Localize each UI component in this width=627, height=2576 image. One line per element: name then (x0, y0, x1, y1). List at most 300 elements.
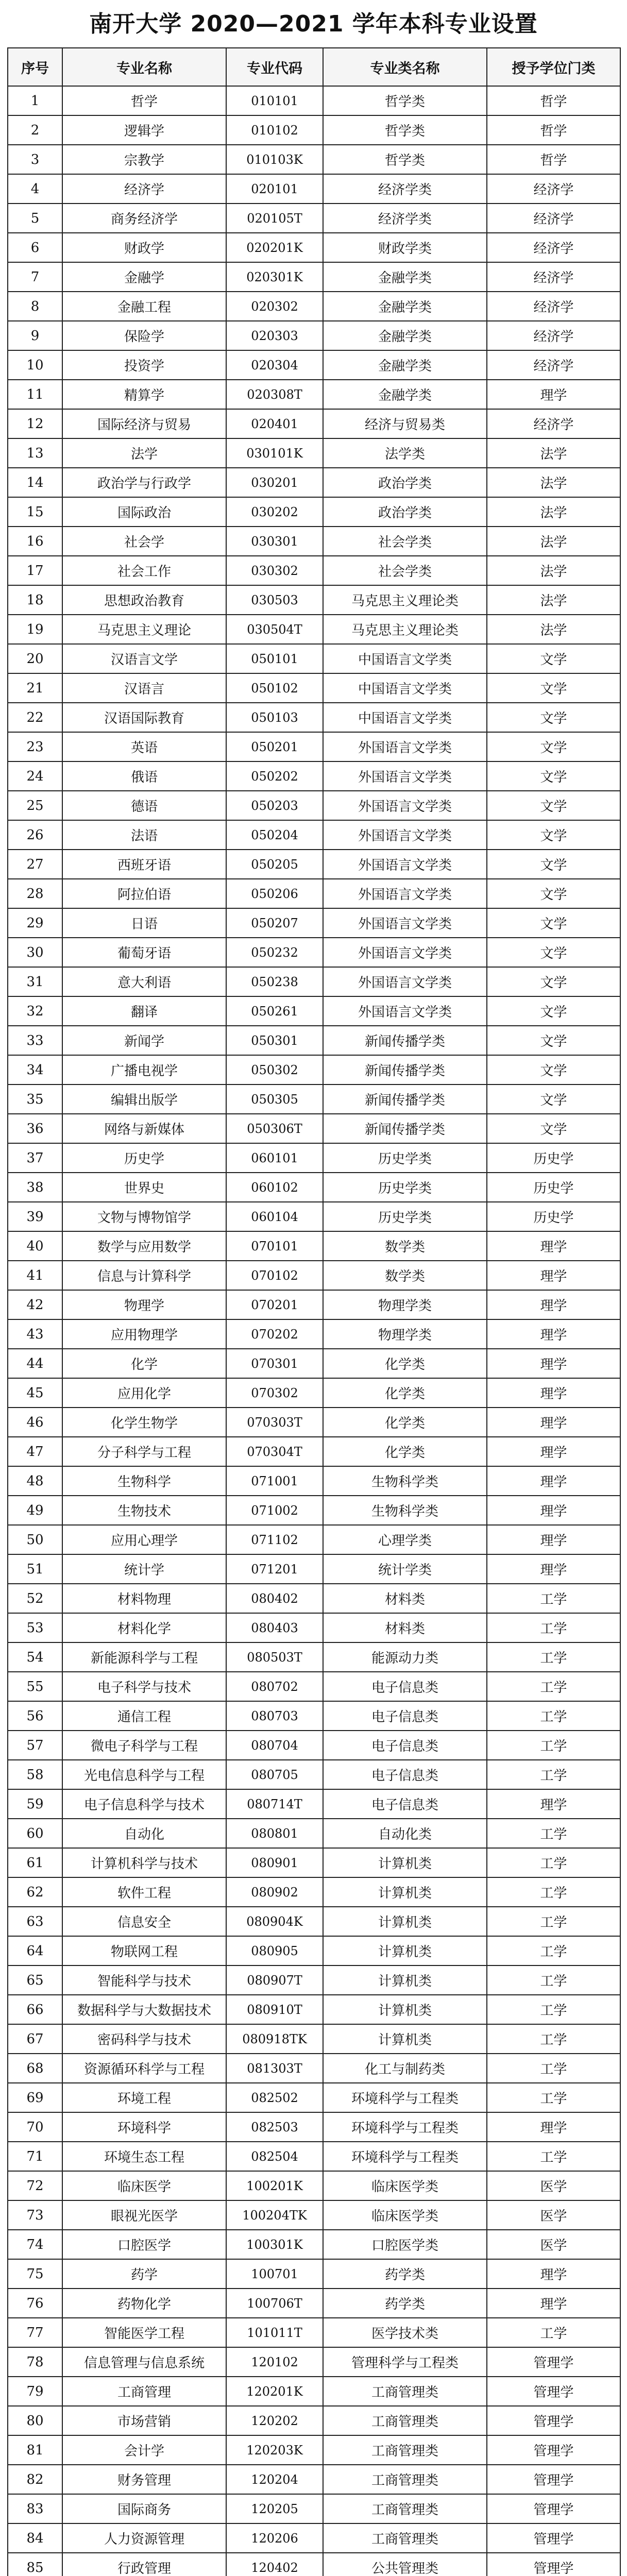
major-code-cell: 120204 (226, 2465, 323, 2494)
major-category-cell: 材料类 (323, 1613, 487, 1642)
major-category-cell: 计算机类 (323, 1907, 487, 1936)
degree-type-cell: 文学 (487, 1114, 620, 1143)
serial-number-cell: 57 (8, 1731, 62, 1760)
major-category-cell: 化学类 (323, 1437, 487, 1466)
major-name-cell: 社会学 (62, 527, 226, 556)
header-major-name: 专业名称 (62, 48, 226, 86)
degree-type-cell: 管理学 (487, 2553, 620, 2576)
major-name-cell: 阿拉伯语 (62, 879, 226, 908)
serial-number-cell: 4 (8, 174, 62, 204)
serial-number-cell: 71 (8, 2142, 62, 2171)
major-code-cell: 071201 (226, 1554, 323, 1584)
degree-type-cell: 法学 (487, 497, 620, 527)
major-code-cell: 050101 (226, 644, 323, 673)
major-category-cell: 政治学类 (323, 468, 487, 497)
major-category-cell: 电子信息类 (323, 1672, 487, 1701)
major-name-cell: 马克思主义理论 (62, 615, 226, 644)
header-major-code: 专业代码 (226, 48, 323, 86)
major-name-cell: 材料化学 (62, 1613, 226, 1642)
serial-number-cell: 10 (8, 350, 62, 380)
table-row (8, 2142, 620, 2171)
major-name-cell: 汉语言 (62, 673, 226, 703)
major-code-cell: 080704 (226, 1731, 323, 1760)
major-name-cell: 思想政治教育 (62, 585, 226, 615)
serial-number-cell: 73 (8, 2200, 62, 2230)
serial-number-cell: 28 (8, 879, 62, 908)
major-name-cell: 光电信息科学与工程 (62, 1760, 226, 1789)
degree-type-cell: 管理学 (487, 2347, 620, 2377)
table-row (8, 673, 620, 703)
degree-type-cell: 工学 (487, 1819, 620, 1848)
major-category-cell: 经济学类 (323, 204, 487, 233)
major-category-cell: 新闻传播学类 (323, 1114, 487, 1143)
major-category-cell: 中国语言文学类 (323, 673, 487, 703)
major-category-cell: 计算机类 (323, 1848, 487, 1877)
major-category-cell: 医学技术类 (323, 2318, 487, 2347)
serial-number-cell: 63 (8, 1907, 62, 1936)
degree-type-cell: 工学 (487, 1731, 620, 1760)
major-name-cell: 精算学 (62, 380, 226, 409)
major-category-cell: 历史学类 (323, 1173, 487, 1202)
major-code-cell: 050204 (226, 820, 323, 850)
major-name-cell: 信息管理与信息系统 (62, 2347, 226, 2377)
degree-type-cell: 文学 (487, 1055, 620, 1084)
serial-number-cell: 67 (8, 2024, 62, 2054)
table-row (8, 1701, 620, 1731)
major-name-cell: 智能医学工程 (62, 2318, 226, 2347)
degree-type-cell: 理学 (487, 1349, 620, 1378)
serial-number-cell: 83 (8, 2494, 62, 2523)
major-name-cell: 软件工程 (62, 1877, 226, 1907)
major-category-cell: 数学类 (323, 1261, 487, 1290)
major-code-cell: 100201K (226, 2171, 323, 2200)
major-code-cell: 082504 (226, 2142, 323, 2171)
major-name-cell: 分子科学与工程 (62, 1437, 226, 1466)
major-code-cell: 080910T (226, 1995, 323, 2024)
serial-number-cell: 23 (8, 732, 62, 761)
serial-number-cell: 29 (8, 908, 62, 938)
degree-type-cell: 工学 (487, 1848, 620, 1877)
serial-number-cell: 22 (8, 703, 62, 732)
serial-number-cell: 42 (8, 1290, 62, 1319)
major-code-cell: 050103 (226, 703, 323, 732)
major-category-cell: 公共管理类 (323, 2553, 487, 2576)
table-row (8, 1290, 620, 1319)
serial-number-cell: 56 (8, 1701, 62, 1731)
major-code-cell: 070202 (226, 1319, 323, 1349)
degree-type-cell: 理学 (487, 1378, 620, 1408)
serial-number-cell: 66 (8, 1995, 62, 2024)
serial-number-cell: 44 (8, 1349, 62, 1378)
degree-type-cell: 管理学 (487, 2406, 620, 2435)
table-row (8, 321, 620, 350)
major-name-cell: 广播电视学 (62, 1055, 226, 1084)
major-category-cell: 电子信息类 (323, 1789, 487, 1819)
major-name-cell: 药物化学 (62, 2289, 226, 2318)
degree-type-cell: 哲学 (487, 86, 620, 115)
degree-type-cell: 工学 (487, 2083, 620, 2112)
degree-type-cell: 文学 (487, 1026, 620, 1055)
serial-number-cell: 74 (8, 2230, 62, 2259)
serial-number-cell: 65 (8, 1965, 62, 1995)
major-name-cell: 化学生物学 (62, 1408, 226, 1437)
serial-number-cell: 30 (8, 938, 62, 967)
table-row (8, 2347, 620, 2377)
major-category-cell: 外国语言文学类 (323, 732, 487, 761)
serial-number-cell: 21 (8, 673, 62, 703)
major-category-cell: 外国语言文学类 (323, 820, 487, 850)
major-code-cell: 100204TK (226, 2200, 323, 2230)
major-code-cell: 030301 (226, 527, 323, 556)
serial-number-cell: 61 (8, 1848, 62, 1877)
degree-type-cell: 历史学 (487, 1173, 620, 1202)
major-code-cell: 020201K (226, 233, 323, 262)
table-row (8, 409, 620, 438)
serial-number-cell: 39 (8, 1202, 62, 1231)
table-row (8, 1084, 620, 1114)
major-name-cell: 金融学 (62, 262, 226, 292)
degree-type-cell: 文学 (487, 761, 620, 791)
table-row (8, 2200, 620, 2230)
major-name-cell: 资源循环科学与工程 (62, 2054, 226, 2083)
serial-number-cell: 81 (8, 2435, 62, 2465)
major-name-cell: 通信工程 (62, 1701, 226, 1731)
degree-type-cell: 经济学 (487, 204, 620, 233)
serial-number-cell: 52 (8, 1584, 62, 1613)
major-name-cell: 临床医学 (62, 2171, 226, 2200)
major-name-cell: 经济学 (62, 174, 226, 204)
degree-type-cell: 工学 (487, 1584, 620, 1613)
major-name-cell: 人力资源管理 (62, 2523, 226, 2553)
major-category-cell: 哲学类 (323, 115, 487, 145)
major-category-cell: 马克思主义理论类 (323, 615, 487, 644)
major-name-cell: 财政学 (62, 233, 226, 262)
major-category-cell: 心理学类 (323, 1525, 487, 1554)
majors-table (7, 47, 621, 2576)
serial-number-cell: 84 (8, 2523, 62, 2553)
serial-number-cell: 75 (8, 2259, 62, 2289)
major-code-cell: 070101 (226, 1231, 323, 1261)
serial-number-cell: 17 (8, 556, 62, 585)
major-code-cell: 050238 (226, 967, 323, 996)
table-row (8, 2377, 620, 2406)
table-row (8, 262, 620, 292)
serial-number-cell: 76 (8, 2289, 62, 2318)
table-row (8, 879, 620, 908)
serial-number-cell: 34 (8, 1055, 62, 1084)
degree-type-cell: 经济学 (487, 262, 620, 292)
major-code-cell: 080705 (226, 1760, 323, 1789)
major-category-cell: 计算机类 (323, 2024, 487, 2054)
major-code-cell: 050207 (226, 908, 323, 938)
major-category-cell: 经济与贸易类 (323, 409, 487, 438)
table-row (8, 1055, 620, 1084)
degree-type-cell: 理学 (487, 1261, 620, 1290)
major-code-cell: 080918TK (226, 2024, 323, 2054)
major-category-cell: 新闻传播学类 (323, 1084, 487, 1114)
major-category-cell: 历史学类 (323, 1143, 487, 1173)
serial-number-cell: 80 (8, 2406, 62, 2435)
major-category-cell: 历史学类 (323, 1202, 487, 1231)
major-name-cell: 西班牙语 (62, 850, 226, 879)
major-name-cell: 葡萄牙语 (62, 938, 226, 967)
table-row (8, 1819, 620, 1848)
degree-type-cell: 经济学 (487, 350, 620, 380)
serial-number-cell: 62 (8, 1877, 62, 1907)
major-code-cell: 050306T (226, 1114, 323, 1143)
table-row (8, 1173, 620, 1202)
table-row (8, 2494, 620, 2523)
major-category-cell: 化学类 (323, 1349, 487, 1378)
table-row (8, 908, 620, 938)
major-code-cell: 050301 (226, 1026, 323, 1055)
table-row (8, 791, 620, 820)
major-name-cell: 金融工程 (62, 292, 226, 321)
table-row (8, 115, 620, 145)
major-name-cell: 新能源科学与工程 (62, 1642, 226, 1672)
major-name-cell: 生物技术 (62, 1496, 226, 1525)
serial-number-cell: 16 (8, 527, 62, 556)
major-category-cell: 计算机类 (323, 1995, 487, 2024)
major-code-cell: 030202 (226, 497, 323, 527)
major-name-cell: 信息安全 (62, 1907, 226, 1936)
table-row (8, 2523, 620, 2553)
degree-type-cell: 理学 (487, 1319, 620, 1349)
major-code-cell: 080703 (226, 1701, 323, 1731)
major-category-cell: 外国语言文学类 (323, 791, 487, 820)
header-degree-type: 授予学位门类 (487, 48, 620, 86)
table-row (8, 233, 620, 262)
major-name-cell: 行政管理 (62, 2553, 226, 2576)
major-name-cell: 眼视光医学 (62, 2200, 226, 2230)
major-code-cell: 020303 (226, 321, 323, 350)
degree-type-cell: 理学 (487, 2289, 620, 2318)
major-name-cell: 数学与应用数学 (62, 1231, 226, 1261)
degree-type-cell: 理学 (487, 2259, 620, 2289)
header-serial-number: 序号 (8, 48, 62, 86)
table-row (8, 1642, 620, 1672)
table-row (8, 1026, 620, 1055)
major-code-cell: 080403 (226, 1613, 323, 1642)
major-name-cell: 计算机科学与技术 (62, 1848, 226, 1877)
major-category-cell: 工商管理类 (323, 2406, 487, 2435)
major-code-cell: 030201 (226, 468, 323, 497)
major-code-cell: 080904K (226, 1907, 323, 1936)
table-row (8, 2465, 620, 2494)
major-code-cell: 071002 (226, 1496, 323, 1525)
table-row (8, 527, 620, 556)
major-code-cell: 120201K (226, 2377, 323, 2406)
table-row (8, 1789, 620, 1819)
major-category-cell: 计算机类 (323, 1936, 487, 1965)
table-row (8, 204, 620, 233)
major-name-cell: 微电子科学与工程 (62, 1731, 226, 1760)
table-header-row (8, 48, 620, 86)
table-row (8, 1349, 620, 1378)
degree-type-cell: 法学 (487, 527, 620, 556)
serial-number-cell: 12 (8, 409, 62, 438)
major-code-cell: 030503 (226, 585, 323, 615)
serial-number-cell: 82 (8, 2465, 62, 2494)
major-name-cell: 环境工程 (62, 2083, 226, 2112)
major-name-cell: 德语 (62, 791, 226, 820)
table-row (8, 2553, 620, 2576)
table-row (8, 292, 620, 321)
serial-number-cell: 69 (8, 2083, 62, 2112)
table-row (8, 1525, 620, 1554)
major-category-cell: 临床医学类 (323, 2200, 487, 2230)
degree-type-cell: 管理学 (487, 2523, 620, 2553)
major-category-cell: 外国语言文学类 (323, 908, 487, 938)
major-category-cell: 哲学类 (323, 86, 487, 115)
major-name-cell: 应用心理学 (62, 1525, 226, 1554)
major-category-cell: 马克思主义理论类 (323, 585, 487, 615)
major-code-cell: 060104 (226, 1202, 323, 1231)
degree-type-cell: 文学 (487, 644, 620, 673)
serial-number-cell: 36 (8, 1114, 62, 1143)
major-category-cell: 材料类 (323, 1584, 487, 1613)
degree-type-cell: 管理学 (487, 2494, 620, 2523)
degree-type-cell: 理学 (487, 1496, 620, 1525)
major-name-cell: 社会工作 (62, 556, 226, 585)
major-name-cell: 应用物理学 (62, 1319, 226, 1349)
major-code-cell: 030302 (226, 556, 323, 585)
major-name-cell: 国际政治 (62, 497, 226, 527)
table-row (8, 1936, 620, 1965)
major-code-cell: 100301K (226, 2230, 323, 2259)
major-category-cell: 金融学类 (323, 321, 487, 350)
major-category-cell: 物理学类 (323, 1319, 487, 1349)
major-code-cell: 050206 (226, 879, 323, 908)
degree-type-cell: 理学 (487, 1789, 620, 1819)
major-category-cell: 自动化类 (323, 1819, 487, 1848)
major-name-cell: 财务管理 (62, 2465, 226, 2494)
major-code-cell: 050261 (226, 996, 323, 1026)
table-row (8, 438, 620, 468)
serial-number-cell: 78 (8, 2347, 62, 2377)
major-category-cell: 计算机类 (323, 1877, 487, 1907)
major-name-cell: 编辑出版学 (62, 1084, 226, 1114)
major-category-cell: 社会学类 (323, 556, 487, 585)
major-name-cell: 逻辑学 (62, 115, 226, 145)
serial-number-cell: 35 (8, 1084, 62, 1114)
major-code-cell: 080801 (226, 1819, 323, 1848)
degree-type-cell: 文学 (487, 938, 620, 967)
serial-number-cell: 1 (8, 86, 62, 115)
major-category-cell: 工商管理类 (323, 2523, 487, 2553)
major-name-cell: 文物与博物馆学 (62, 1202, 226, 1231)
table-row (8, 615, 620, 644)
serial-number-cell: 38 (8, 1173, 62, 1202)
major-category-cell: 外国语言文学类 (323, 850, 487, 879)
degree-type-cell: 工学 (487, 1701, 620, 1731)
major-code-cell: 020401 (226, 409, 323, 438)
major-category-cell: 新闻传播学类 (323, 1026, 487, 1055)
serial-number-cell: 41 (8, 1261, 62, 1290)
major-name-cell: 物理学 (62, 1290, 226, 1319)
degree-type-cell: 工学 (487, 2142, 620, 2171)
degree-type-cell: 法学 (487, 615, 620, 644)
serial-number-cell: 19 (8, 615, 62, 644)
major-name-cell: 环境生态工程 (62, 2142, 226, 2171)
major-name-cell: 物联网工程 (62, 1936, 226, 1965)
major-code-cell: 070201 (226, 1290, 323, 1319)
major-code-cell: 101011T (226, 2318, 323, 2347)
major-code-cell: 020101 (226, 174, 323, 204)
major-code-cell: 050202 (226, 761, 323, 791)
major-name-cell: 法学 (62, 438, 226, 468)
major-code-cell: 120205 (226, 2494, 323, 2523)
major-category-cell: 环境科学与工程类 (323, 2112, 487, 2142)
table-row (8, 2289, 620, 2318)
table-row (8, 1378, 620, 1408)
degree-type-cell: 哲学 (487, 115, 620, 145)
header-major-category: 专业类名称 (323, 48, 487, 86)
degree-type-cell: 经济学 (487, 233, 620, 262)
serial-number-cell: 24 (8, 761, 62, 791)
table-row (8, 761, 620, 791)
major-code-cell: 120102 (226, 2347, 323, 2377)
degree-type-cell: 法学 (487, 556, 620, 585)
table-row (8, 2406, 620, 2435)
table-row (8, 174, 620, 204)
major-code-cell: 080702 (226, 1672, 323, 1701)
serial-number-cell: 58 (8, 1760, 62, 1789)
serial-number-cell: 77 (8, 2318, 62, 2347)
serial-number-cell: 85 (8, 2553, 62, 2576)
table-row (8, 468, 620, 497)
table-row (8, 380, 620, 409)
serial-number-cell: 25 (8, 791, 62, 820)
table-row (8, 1231, 620, 1261)
major-category-cell: 财政学类 (323, 233, 487, 262)
serial-number-cell: 27 (8, 850, 62, 879)
table-row (8, 1731, 620, 1760)
serial-number-cell: 15 (8, 497, 62, 527)
serial-number-cell: 60 (8, 1819, 62, 1848)
major-code-cell: 080905 (226, 1936, 323, 1965)
major-category-cell: 计算机类 (323, 1965, 487, 1995)
major-category-cell: 外国语言文学类 (323, 761, 487, 791)
major-category-cell: 经济学类 (323, 174, 487, 204)
degree-type-cell: 工学 (487, 2024, 620, 2054)
major-code-cell: 080402 (226, 1584, 323, 1613)
major-category-cell: 工商管理类 (323, 2377, 487, 2406)
table-row (8, 1613, 620, 1642)
major-code-cell: 050201 (226, 732, 323, 761)
major-code-cell: 030101K (226, 438, 323, 468)
major-name-cell: 电子信息科学与技术 (62, 1789, 226, 1819)
degree-type-cell: 文学 (487, 732, 620, 761)
major-name-cell: 应用化学 (62, 1378, 226, 1408)
table-row (8, 2230, 620, 2259)
major-name-cell: 智能科学与技术 (62, 1965, 226, 1995)
degree-type-cell: 文学 (487, 967, 620, 996)
table-row (8, 1202, 620, 1231)
major-category-cell: 外国语言文学类 (323, 967, 487, 996)
major-code-cell: 080714T (226, 1789, 323, 1819)
major-code-cell: 030504T (226, 615, 323, 644)
serial-number-cell: 79 (8, 2377, 62, 2406)
major-code-cell: 100706T (226, 2289, 323, 2318)
major-name-cell: 工商管理 (62, 2377, 226, 2406)
degree-type-cell: 历史学 (487, 1202, 620, 1231)
degree-type-cell: 工学 (487, 1936, 620, 1965)
degree-type-cell: 工学 (487, 1613, 620, 1642)
table-row (8, 2083, 620, 2112)
major-category-cell: 电子信息类 (323, 1760, 487, 1789)
table-row (8, 1143, 620, 1173)
